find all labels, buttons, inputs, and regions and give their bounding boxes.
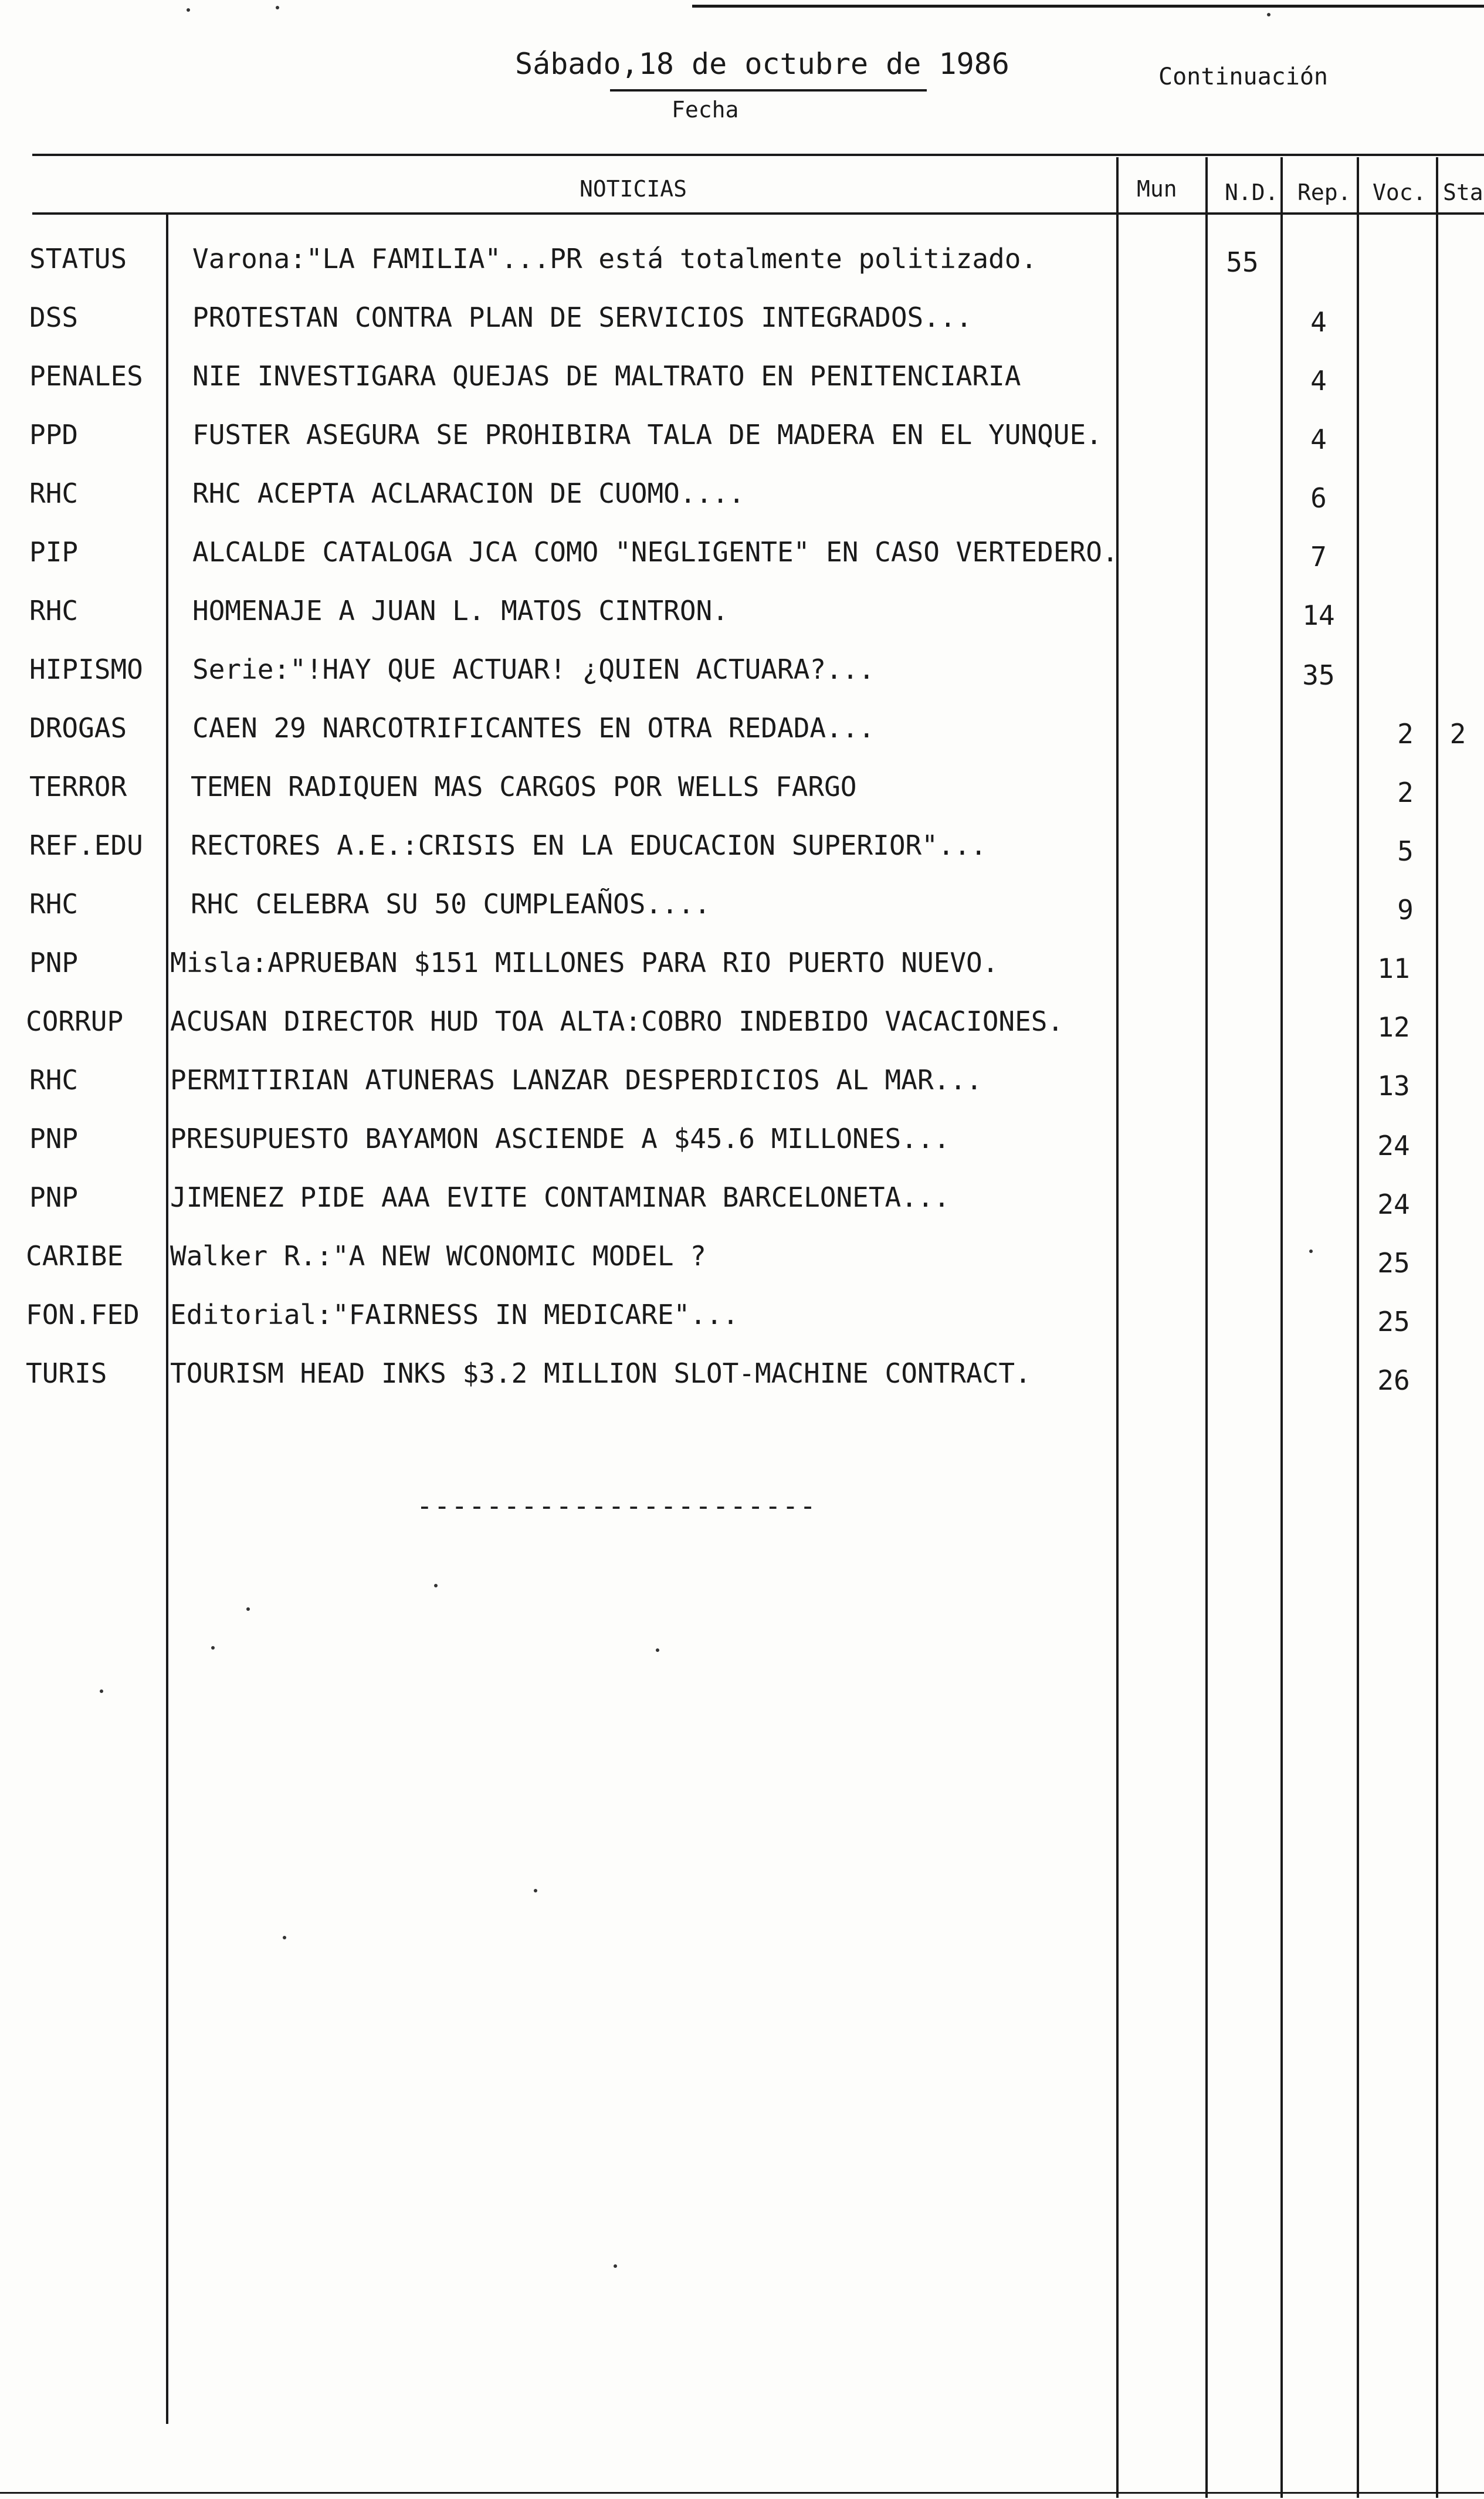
row-headline: ACUSAN DIRECTOR HUD TOA ALTA:COBRO INDEBIDO VACACIONES. (170, 1005, 1064, 1037)
row-category: CARIBE (26, 1240, 124, 1272)
continuation-label: Continuación (1158, 63, 1328, 90)
row-voc-value: 5 (1397, 835, 1414, 867)
row-voc-value: 24 (1377, 1188, 1410, 1220)
top-edge-line (692, 5, 1484, 8)
row-voc-value: 24 (1377, 1130, 1410, 1162)
column-divider-voc (1357, 157, 1359, 2498)
speck (534, 1889, 537, 1892)
row-rep-value: 4 (1310, 306, 1327, 338)
column-divider-rep (1280, 157, 1283, 2498)
row-rep-value: 6 (1310, 482, 1327, 514)
table-top-rule (32, 154, 1484, 156)
row-category: RHC (29, 888, 79, 920)
row-headline: FUSTER ASEGURA SE PROHIBIRA TALA DE MADERA EN EL YUNQUE. (192, 419, 1102, 451)
row-category: REF.EDU (29, 829, 143, 861)
row-category: RHC (29, 1064, 79, 1096)
row-headline: NIE INVESTIGARA QUEJAS DE MALTRATO EN PENITENCIARIA (192, 360, 1021, 392)
date-caption: Fecha (672, 97, 739, 123)
speck (246, 1607, 250, 1611)
speck (614, 2264, 617, 2268)
column-header-voc: Voc. (1373, 180, 1427, 205)
row-category: FON.FED (26, 1299, 140, 1330)
row-headline: RECTORES A.E.:CRISIS EN LA EDUCACION SUPERIOR"... (191, 829, 987, 861)
row-rep-value: 7 (1310, 541, 1327, 573)
row-rep-value: 4 (1310, 365, 1327, 397)
row-headline: RHC CELEBRA SU 50 CUMPLEAÑOS.... (191, 888, 711, 920)
column-divider-sta (1436, 157, 1438, 2498)
row-category: TURIS (26, 1357, 107, 1389)
row-sta-value: 2 (1449, 718, 1466, 750)
row-headline: Walker R.:"A NEW WCONOMIC MODEL ? (170, 1240, 706, 1272)
row-headline: HOMENAJE A JUAN L. MATOS CINTRON. (192, 595, 729, 627)
row-voc-value: 11 (1377, 953, 1410, 984)
row-headline: RHC ACEPTA ACLARACION DE CUOMO.... (192, 478, 745, 509)
row-headline: Editorial:"FAIRNESS IN MEDICARE"... (170, 1299, 739, 1330)
table-header-rule (32, 212, 1484, 215)
row-voc-value: 26 (1377, 1364, 1410, 1396)
speck (434, 1584, 438, 1587)
speck (1267, 13, 1270, 16)
bottom-edge-line (0, 2492, 1484, 2494)
speck (276, 6, 279, 9)
row-category: CORRUP (26, 1005, 124, 1037)
row-category: PENALES (29, 360, 143, 392)
row-headline: TEMEN RADIQUEN MAS CARGOS POR WELLS FARGO (191, 771, 857, 802)
speck (100, 1689, 103, 1693)
row-category: RHC (29, 595, 79, 627)
column-divider-nd (1205, 157, 1208, 2498)
column-divider-category (166, 212, 168, 2424)
row-category: TERROR (29, 771, 127, 802)
row-voc-value: 2 (1397, 777, 1414, 808)
row-headline: Varona:"LA FAMILIA"...PR está totalmente politizado. (192, 243, 1038, 275)
speck (656, 1648, 659, 1652)
row-headline: JIMENEZ PIDE AAA EVITE CONTAMINAR BARCELONETA... (170, 1181, 950, 1213)
row-category: DSS (29, 302, 79, 333)
row-headline: PERMITIRIAN ATUNERAS LANZAR DESPERDICIOS AL MAR... (170, 1064, 982, 1096)
row-voc-value: 2 (1397, 718, 1414, 750)
row-category: HIPISMO (29, 653, 143, 685)
row-category: STATUS (29, 243, 127, 275)
date-underline (610, 89, 927, 92)
row-category: PNP (29, 947, 79, 978)
row-headline: PROTESTAN CONTRA PLAN DE SERVICIOS INTEGRADOS... (192, 302, 973, 333)
row-voc-value: 12 (1377, 1011, 1410, 1043)
row-category: DROGAS (29, 712, 127, 744)
end-separator: ----------------------- (416, 1490, 817, 1522)
date-label: Sábado,18 de octubre de 1986 (515, 47, 1009, 81)
speck (283, 1936, 286, 1939)
row-voc-value: 25 (1377, 1247, 1410, 1279)
row-voc-value: 13 (1377, 1070, 1410, 1102)
row-headline: TOURISM HEAD INKS $3.2 MILLION SLOT-MACHINE CONTRACT. (170, 1357, 1031, 1389)
column-header-mun: Mun (1137, 176, 1177, 202)
row-headline: CAEN 29 NARCOTRIFICANTES EN OTRA REDADA... (192, 712, 875, 744)
column-header-noticias: NOTICIAS (580, 176, 687, 202)
column-divider-mun (1116, 157, 1119, 2498)
speck (187, 8, 190, 12)
row-rep-value: 14 (1302, 600, 1335, 631)
row-category: RHC (29, 478, 79, 509)
column-header-nd: N.D. (1225, 180, 1279, 205)
row-nd-value: 55 (1226, 246, 1259, 278)
row-voc-value: 9 (1397, 894, 1414, 926)
row-headline: Misla:APRUEBAN $151 MILLONES PARA RIO PUERTO NUEVO. (170, 947, 999, 978)
column-header-sta: Sta (1443, 180, 1483, 205)
row-category: PIP (29, 536, 79, 568)
speck (211, 1646, 215, 1650)
row-rep-value: 4 (1310, 424, 1327, 455)
row-category: PNP (29, 1181, 79, 1213)
row-headline: Serie:"!HAY QUE ACTUAR! ¿QUIEN ACTUARA?... (192, 653, 875, 685)
speck (1309, 1250, 1313, 1253)
row-category: PPD (29, 419, 79, 451)
row-headline: ALCALDE CATALOGA JCA COMO "NEGLIGENTE" EN CASO VERTEDERO. (192, 536, 1119, 568)
column-header-rep: Rep. (1297, 180, 1351, 205)
row-headline: PRESUPUESTO BAYAMON ASCIENDE A $45.6 MILLONES... (170, 1123, 950, 1154)
row-rep-value: 35 (1302, 659, 1335, 691)
row-voc-value: 25 (1377, 1306, 1410, 1337)
row-category: PNP (29, 1123, 79, 1154)
